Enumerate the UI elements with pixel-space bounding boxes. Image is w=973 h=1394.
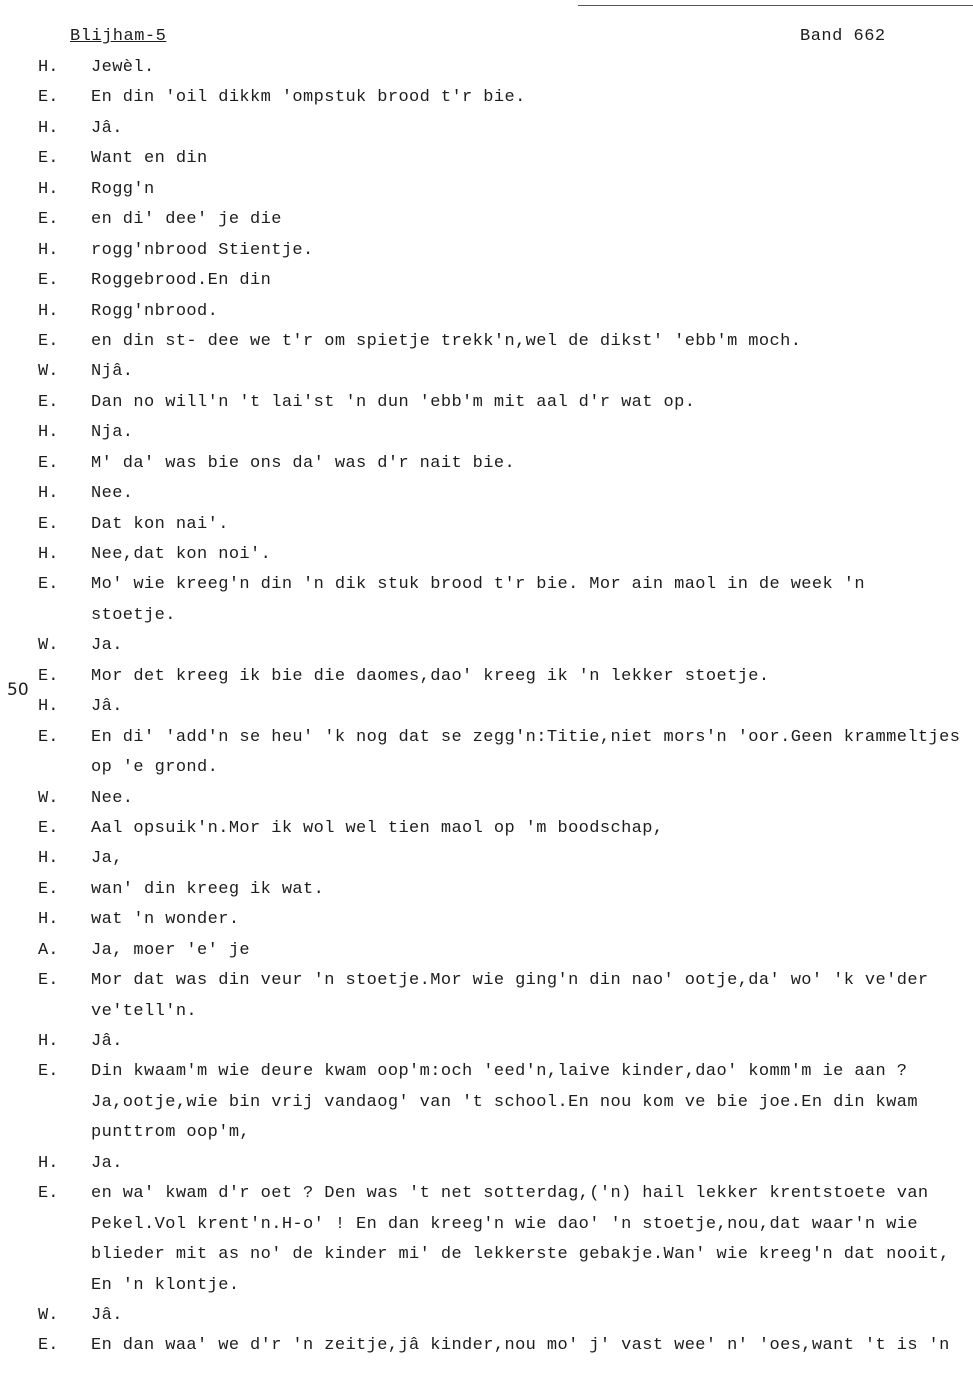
speaker-label: H. [38,179,59,199]
speaker-label: H. [38,1032,59,1051]
transcript-line [0,149,973,179]
top-rule [578,5,973,6]
utterance-text: Nee,dat kon noi'. [91,545,272,564]
speaker-label: A. [38,940,59,960]
transcript-line [0,1123,973,1153]
utterance-text: Ja. [91,636,123,656]
transcript-line [0,636,973,666]
speaker-label: E. [38,1336,59,1356]
utterance-text: Want en din [91,149,208,169]
transcript-line [0,880,973,910]
utterance-text: Mo' wie kreeg'n din 'n dik stuk brood t'r bie. Mor ain maol in de week 'n [91,575,865,595]
speaker-label: H. [38,301,59,321]
utterance-text: en din st- dee we t'r om spietje trekk'n,wel de dikst' 'ebb'm moch. [91,331,802,351]
transcript-line [0,393,973,423]
transcript-line [0,332,973,362]
utterance-text: blieder mit as no' de kinder mi' de lekkerste gebakje.Wan' wie kreeg'n dat nooit, [91,1245,950,1265]
speaker-label: E. [38,271,59,291]
transcript-line [0,1306,973,1336]
utterance-text: wat 'n wonder. [91,910,240,930]
speaker-label: E. [38,1184,59,1204]
speaker-label: E. [38,514,59,534]
utterance-text: Dat kon nai'. [91,514,229,534]
utterance-text: M' da' was bie ons da' was d'r nait bie. [91,453,516,473]
utterance-text: Roggebrood.En din [91,271,272,291]
utterance-text: Njâ. [91,362,134,382]
utterance-text: Jewèl. [91,58,155,77]
utterance-text: En 'n klontje. [91,1275,240,1295]
utterance-text: en wa' kwam d'r oet ? Den was 't net sotterdag,('n) hail lekker krentstoete van [91,1184,929,1204]
utterance-text: Dan no will'n 't lai'st 'n dun 'ebb'm mit aal d'r wat op. [91,392,696,412]
transcript-line [0,1245,973,1275]
transcript-line [0,667,973,697]
transcript-line [0,575,973,605]
transcript-line [0,1184,973,1214]
speaker-label: E. [38,331,59,351]
band-number: Band 662 [800,27,886,46]
utterance-text: Jâ. [91,1305,123,1325]
transcript-line [0,789,973,819]
speaker-label: E. [38,818,59,838]
utterance-text: rogg'nbrood Stientje. [91,240,314,260]
transcript-line [0,423,973,453]
transcript-line [0,728,973,758]
utterance-text: ve'tell'n. [91,1001,198,1021]
speaker-label: E. [38,575,59,595]
utterance-text: punttrom oop'm, [91,1123,251,1143]
utterance-text: En dan waa' we d'r 'n zeitje,jâ kinder,nou mo' j' vast wee' n' 'oes,want 't is 'n [91,1336,950,1356]
speaker-label: E. [38,392,59,412]
transcript-line [0,58,973,88]
speaker-label: H. [38,484,59,504]
transcript-line [0,971,973,1001]
utterance-text: Mor det kreeg ik bie die daomes,dao' kreeg ik 'n lekker stoetje. [91,666,770,686]
utterance-text: Nee. [91,788,134,808]
speaker-label: H. [38,697,59,717]
speaker-label: E. [38,453,59,473]
utterance-text: Rogg'nbrood. [91,301,219,321]
transcript-line [0,606,973,636]
utterance-text: Din kwaam'm wie deure kwam oop'm:och 'eed'n,laive kinder,dao' komm'm ie aan ? [91,1062,908,1082]
transcript-line [0,545,973,575]
transcript-line [0,241,973,271]
speaker-label: H. [38,910,59,930]
margin-line-number: 50 [7,680,29,700]
speaker-label: H. [38,118,59,138]
utterance-text: Ja,ootje,wie bin vrij vandaog' van 't school.En nou kom ve bie joe.En din kwam [91,1092,918,1112]
utterance-text: Jâ. [91,697,123,717]
speaker-label: W. [38,362,59,382]
transcript-line [0,484,973,514]
transcript-line [0,1002,973,1032]
transcript-line [0,758,973,788]
utterance-text: stoetje. [91,605,176,625]
utterance-text: En din 'oil dikkm 'ompstuk brood t'r bie. [91,88,526,108]
speaker-label: H. [38,545,59,564]
transcript-line [0,1093,973,1123]
utterance-text: Ja, moer 'e' je [91,940,251,960]
utterance-text: En di' 'add'n se heu' 'k nog dat se zegg'n:Titie,niet mors'n 'oor.Geen krammeltjes [91,727,961,747]
utterance-text: Ja, [91,849,123,869]
utterance-text: Mor dat was din veur 'n stoetje.Mor wie ging'n din nao' ootje,da' wo' 'k ve'der [91,971,929,991]
transcript-line [0,302,973,332]
utterance-text: Aal opsuik'n.Mor ik wol wel tien maol op 'm boodschap, [91,818,664,838]
transcript-line [0,1154,973,1184]
utterance-text: en di' dee' je die [91,210,282,230]
utterance-text: Rogg'n [91,179,155,199]
transcript-line [0,210,973,240]
speaker-label: E. [38,971,59,991]
transcript-line [0,1032,973,1062]
utterance-text: Jâ. [91,1032,123,1051]
transcript-line [0,1276,973,1306]
speaker-label: H. [38,849,59,869]
transcript-line [0,697,973,727]
transcript-line [0,88,973,118]
speaker-label: H. [38,240,59,260]
transcript-line [0,941,973,971]
utterance-text: Ja. [91,1153,123,1173]
transcript-line [0,180,973,210]
speaker-label: E. [38,666,59,686]
transcript-line [0,454,973,484]
speaker-label: W. [38,1305,59,1325]
speaker-label: E. [38,727,59,747]
speaker-label: E. [38,149,59,169]
transcript-line [0,1062,973,1092]
speaker-label: H. [38,423,59,443]
transcript-body [0,58,973,1367]
transcript-line [0,910,973,940]
transcript-line [0,1215,973,1245]
utterance-text: Pekel.Vol krent'n.H-o' ! En dan kreeg'n wie dao' 'n stoetje,nou,dat waar'n wie [91,1214,918,1234]
utterance-text: Nja. [91,423,134,443]
speaker-label: W. [38,788,59,808]
utterance-text: op 'e grond. [91,758,219,778]
transcript-line [0,819,973,849]
transcript-line [0,119,973,149]
transcript-line [0,515,973,545]
utterance-text: Jâ. [91,118,123,138]
speaker-label: E. [38,879,59,899]
speaker-label: H. [38,1153,59,1173]
transcript-line [0,849,973,879]
transcript-line [0,362,973,392]
transcript-line [0,1336,973,1366]
utterance-text: wan' din kreeg ik wat. [91,879,325,899]
document-title: Blijham-5 [70,27,167,46]
utterance-text: Nee. [91,484,134,504]
speaker-label: E. [38,88,59,108]
speaker-label: H. [38,58,59,77]
transcript-line [0,271,973,301]
speaker-label: W. [38,636,59,656]
speaker-label: E. [38,210,59,230]
speaker-label: E. [38,1062,59,1082]
